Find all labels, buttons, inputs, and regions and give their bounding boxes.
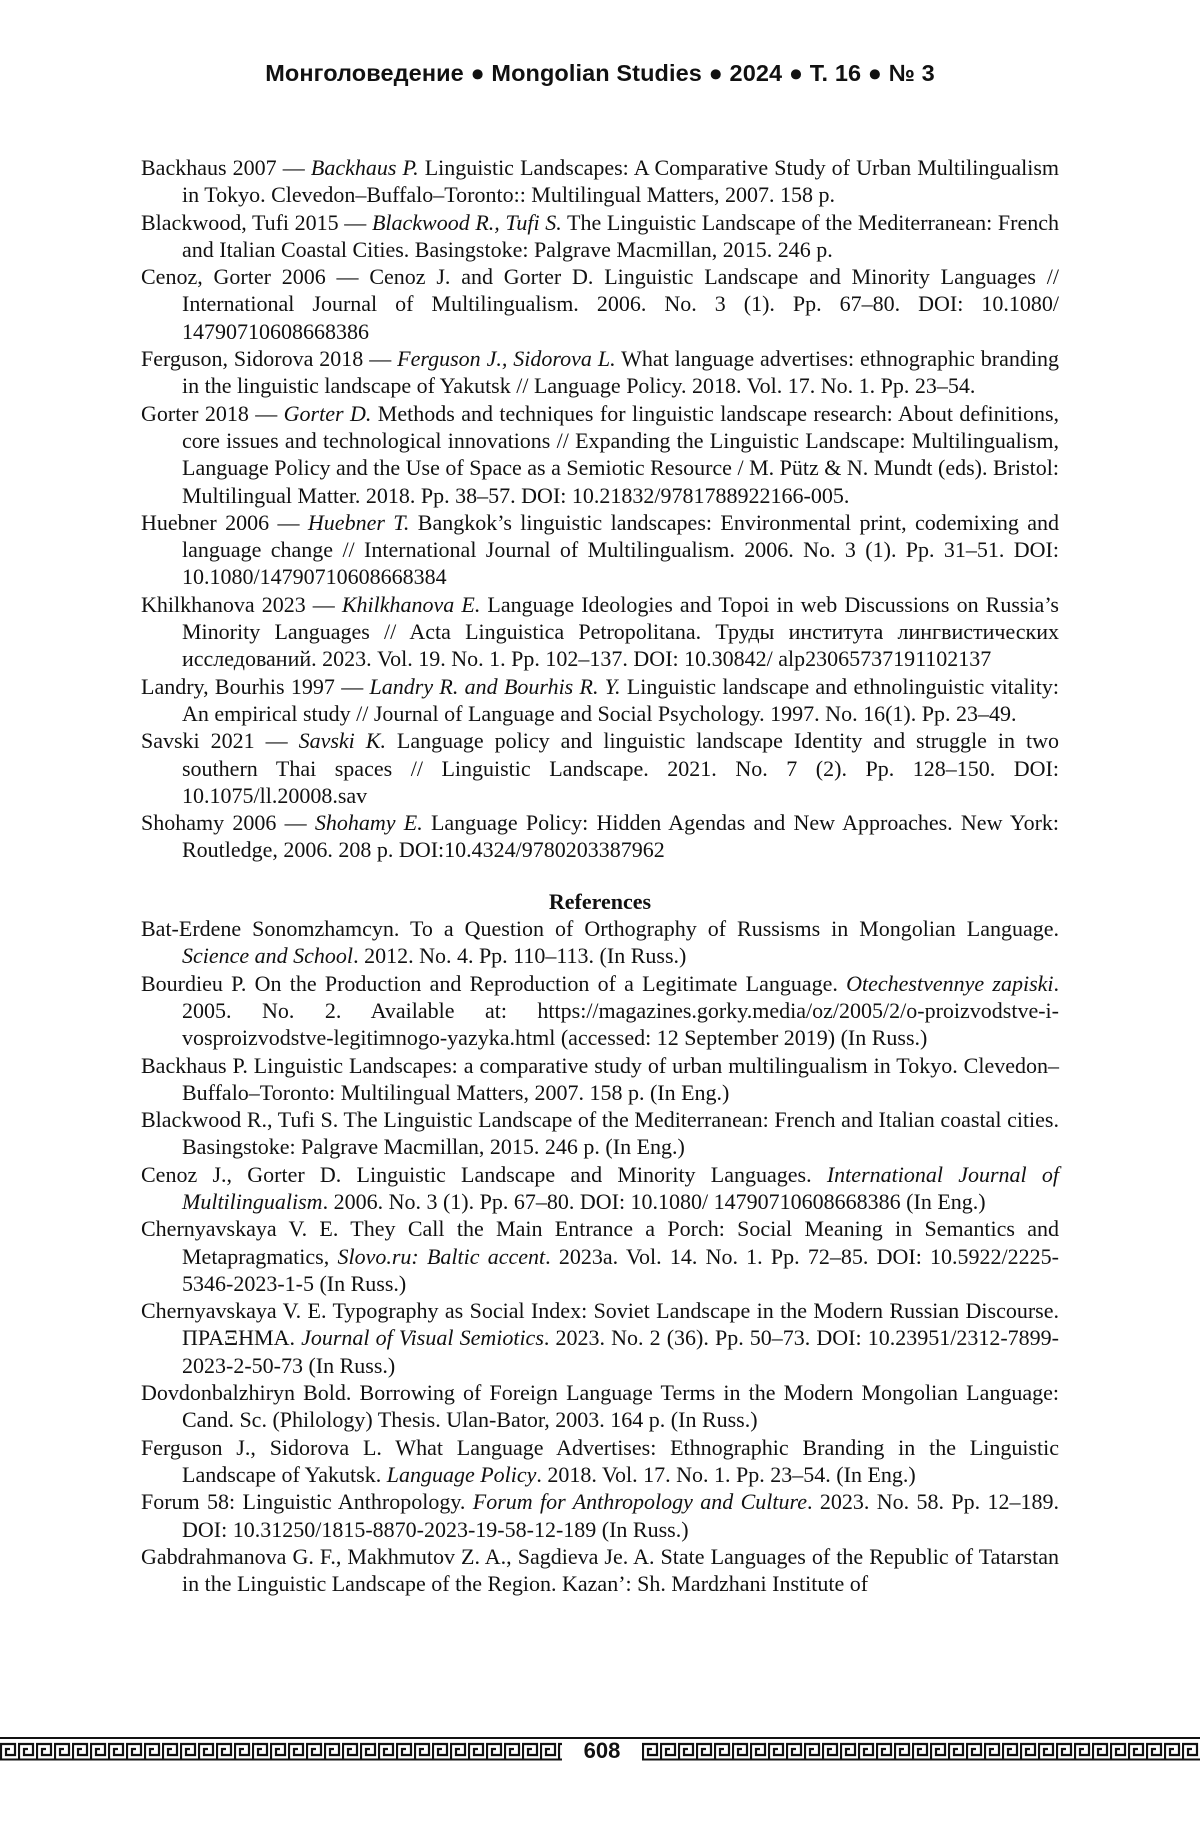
page-body <box>141 154 1059 1597</box>
bibliography-entry: Gorter 2018 — Gorter D. Methods and techniques for linguistic landscape research: About definitions, core issues and technological innovations // Expanding the Linguistic Landscape: Multilingualism, Language Policy and the Use of Space as a Semiotic Resource / M. Pütz & N. Mundt (eds). Bristol: Multilingual Matter. 2018. Pp. 38–57. DOI: 10.21832/9781788922166-005. <box>141 400 1060 508</box>
bibliography-entry: Landry, Bourhis 1997 — Landry R. and Bourhis R. Y. Linguistic landscape and ethnolinguistic vitality: An empirical study // Journal of Language and Social Psychology. 1997. No. 16(1). Pp. 23–49. <box>141 673 1060 726</box>
reference-entry: Cenoz J., Gorter D. Linguistic Landscape and Minority Languages. International Journal of Multilingualism. 2006. No. 3 (1). Pp. 67–80. DOI: 10.1080/ 14790710608668386 (In Eng.) <box>141 1161 1060 1214</box>
reference-entry: Chernyavskaya V. E. Typography as Social Index: Soviet Landscape in the Modern Russian Discourse. ΠΡΑΞΗΜΑ. Journal of Visual Semiotics. 2023. No. 2 (36). Pp. 50–73. DOI: 10.23951/2312-7899-2023-2-50-73 (In Russ.) <box>141 1298 1059 1378</box>
reference-entry: Gabdrahmanova G. F., Makhmutov Z. A., Sagdieva Je. A. State Languages of the Republic of Tatarstan in the Linguistic Landscape of the Region. Kazan’: Sh. Mardzhani Institute of <box>141 1543 1059 1597</box>
reference-entry: Blackwood R., Tufi S. The Linguistic Landscape of the Mediterranean: French and Italian coastal cities. Basingstoke: Palgrave Macmillan, 2015. 246 p. (In Eng.) <box>141 1107 1059 1160</box>
reference-entry: Backhaus P. Linguistic Landscapes: a comparative study of urban multilingualism in Tokyo. Clevedon–Buffalo–Toronto: Multilingual Matters, 2007. 158 p. (In Eng.) <box>141 1052 1059 1105</box>
bibliography-list <box>141 154 1059 864</box>
bibliography-entry: Huebner 2006 — Huebner T. Bangkok’s linguistic landscapes: Environmental print, codemixing and language change // International Journal of Multilingualism. 2006. No. 3 (1). Pp. 31–51. DOI: 10.1080/14790710608668384 <box>141 509 1059 590</box>
bibliography-entry: Khilkhanova 2023 — Khilkhanova E. Language Ideologies and Topoi in web Discussions on Russia’s Minority Languages // Acta Linguistica Petropolitana. Труды института лингвистических исследований. 2023. Vol. 19. No. 1. Pp. 102–137. DOI: 10.30842/ alp23065737191102137 <box>141 591 1059 672</box>
bibliography-entry: Savski 2021 — Savski K. Language policy and linguistic landscape Identity and struggle in two southern Thai spaces // Linguistic Landscape. 2021. No. 7 (2). Pp. 128–150. DOI: 10.1075/ll.20008.sav <box>141 728 1059 808</box>
reference-entry: Ferguson J., Sidorova L. What Language Advertises: Ethnographic Branding in the Linguistic Landscape of Yakutsk. Language Policy. 2018. Vol. 17. No. 1. Pp. 23–54. (In Eng.) <box>141 1434 1059 1487</box>
reference-entry: Bourdieu P. On the Production and Reproduction of a Legitimate Language. Otechestvennye zapiski. 2005. No. 2. Available at: https://magazines.gorky.media/oz/2005/2/o-proizvodstve-i-vosproizvodstve-legitimnogo-yazyka.html (accessed: 12 September 2019) (In Russ.) <box>141 970 1060 1051</box>
reference-entry: Chernyavskaya V. E. They Call the Main Entrance a Porch: Social Meaning in Semantics and Metapragmatics, Slovo.ru: Baltic accent. 2023a. Vol. 14. No. 1. Pp. 72–85. DOI: 10.5922/2225-5346-2023-1-5 (In Russ.) <box>141 1216 1059 1296</box>
bibliography-entry: Ferguson, Sidorova 2018 — Ferguson J., Sidorova L. What language advertises: ethnographic branding in the linguistic landscape of Yakutsk // Language Policy. 2018. Vol. 17. No. 1. Pp. 23–54. <box>141 346 1059 399</box>
meander-ornament-left <box>0 1741 562 1761</box>
bibliography-entry: Backhaus 2007 — Backhaus P. Linguistic Landscapes: A Comparative Study of Urban Multilingualism in Tokyo. Clevedon–Buffalo–Toronto:: Multilingual Matters, 2007. 158 p. <box>141 155 1059 208</box>
meander-ornament-right <box>642 1741 1200 1761</box>
bibliography-entry: Shohamy 2006 — Shohamy E. Language Policy: Hidden Agendas and New Approaches. New York: Routledge, 2006. 208 p. DOI:10.4324/9780203387962 <box>141 810 1060 863</box>
references-list <box>141 915 1059 1597</box>
bibliography-entry: Blackwood, Tufi 2015 — Blackwood R., Tufi S. The Linguistic Landscape of the Mediterranean: French and Italian Coastal Cities. Basingstoke: Palgrave Macmillan, 2015. 246 p. <box>141 209 1059 262</box>
page-number: 608 <box>583 1738 621 1763</box>
reference-entry: Bat-Erdene Sonomzhamcyn. To a Question of Orthography of Russisms in Mongolian Language. Science and School. 2012. No. 4. Pp. 110–113. (In Russ.) <box>141 916 1059 969</box>
reference-entry: Dovdonbalzhiryn Bold. Borrowing of Foreign Language Terms in the Modern Mongolian Language: Cand. Sc. (Philology) Thesis. Ulan-Bator, 2003. 164 p. (In Russ.) <box>141 1380 1059 1433</box>
reference-entry: Forum 58: Linguistic Anthropology. Forum for Anthropology and Culture. 2023. No. 58. Pp. 12–189. DOI: 10.31250/1815-8870-2023-19-58-12-189 (In Russ.) <box>141 1489 1060 1542</box>
running-head: Монголоведение ● Mongolian Studies ● 2024 ● Т. 16 ● № 3 <box>265 60 935 86</box>
bibliography-entry: Cenoz, Gorter 2006 — Cenoz J. and Gorter D. Linguistic Landscape and Minority Languages // International Journal of Multilingualism. 2006. No. 3 (1). Pp. 67–80. DOI: 10.1080/ 14790710608668386 <box>141 264 1059 344</box>
references-heading: References <box>548 888 652 914</box>
page-footer <box>0 1737 1200 1767</box>
